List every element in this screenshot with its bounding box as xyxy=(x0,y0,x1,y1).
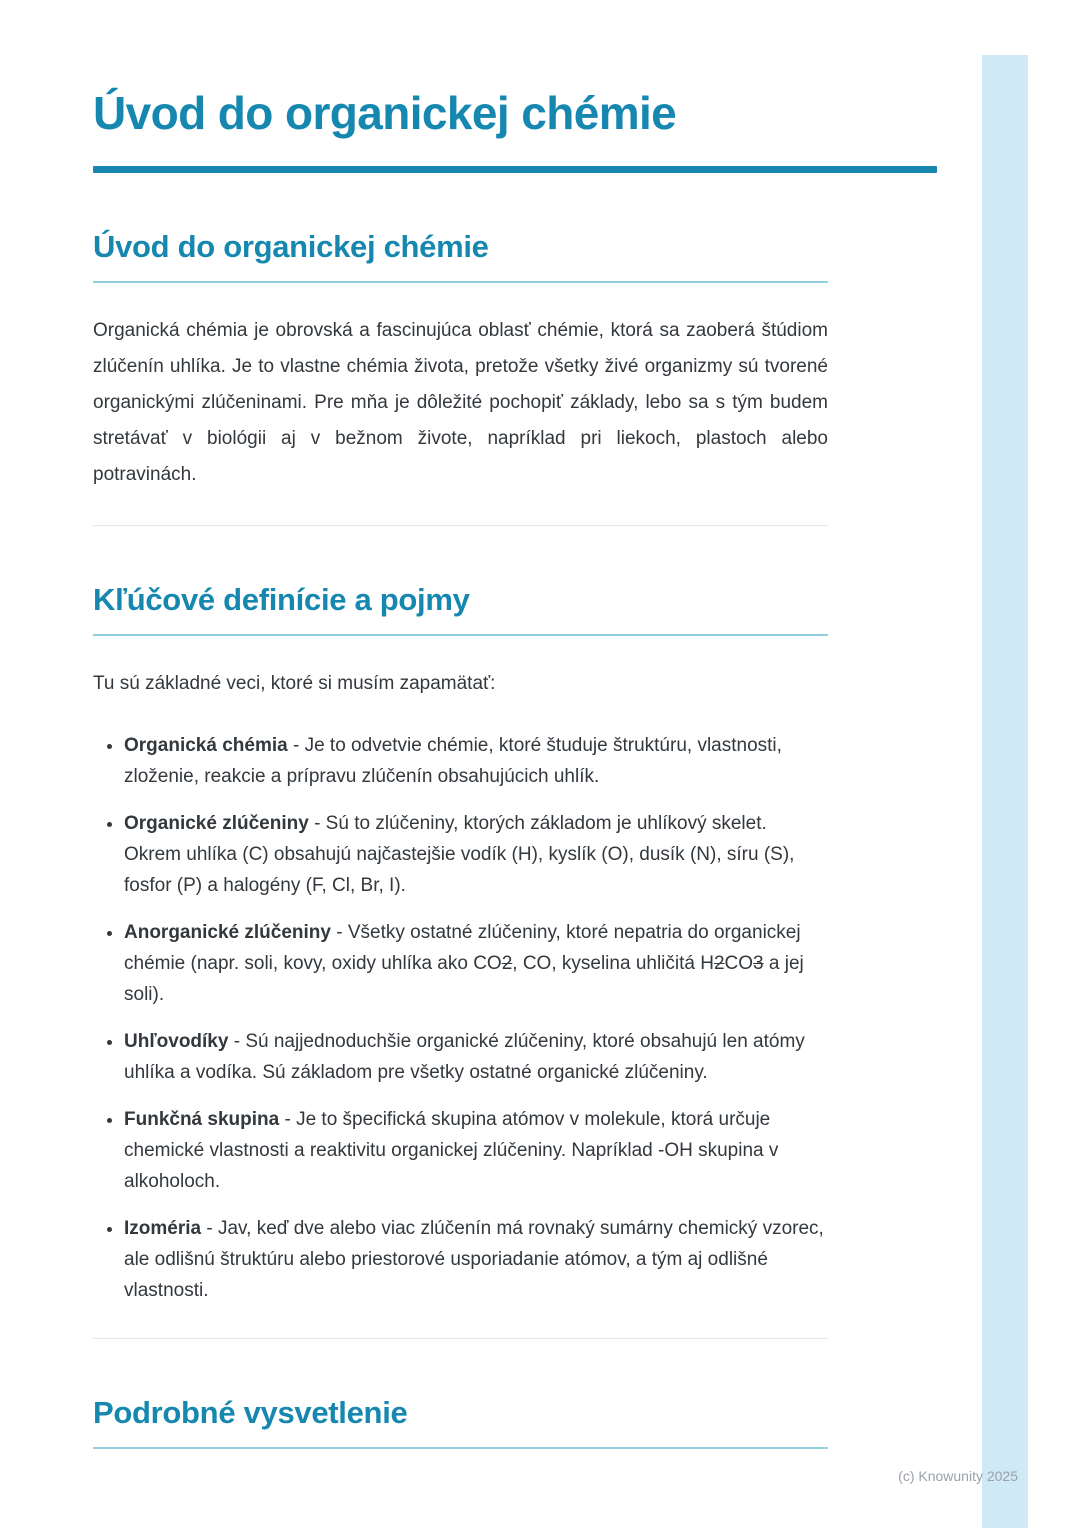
section-divider xyxy=(93,1338,828,1339)
definition-text-strikethrough: 2 xyxy=(713,953,725,974)
definition-item xyxy=(124,917,828,1010)
section-intro xyxy=(93,229,828,493)
definition-text: - Je to špecifická skupina atómov v molekule, ktorá určuje chemické vlastnosti a reaktivitu organickej zlúčeniny. Napríklad -OH skupina v alkoholoch. xyxy=(124,1109,779,1192)
definition-text: - Sú najjednoduchšie organické zlúčeniny, ktoré obsahujú len atómy uhlíka a vodíka. Sú základom pre všetky ostatné organické zlúčeniny. xyxy=(124,1031,805,1083)
definition-item xyxy=(124,808,828,901)
definition-text: CO xyxy=(724,953,754,974)
title-rule xyxy=(93,166,937,173)
section-detail xyxy=(93,1395,828,1449)
definition-text: - Všetky ostatné zlúčeniny, ktoré nepatria do organickej chémie (napr. soli, kovy, oxidy uhlíka ako CO xyxy=(124,922,801,974)
definition-term: Funkčná skupina xyxy=(124,1109,280,1130)
definition-text: - Jav, keď dve alebo viac zlúčenín má rovnaký sumárny chemický vzorec, ale odlišnú štruktúru alebo priestorové usporiadanie atómov, a tým aj odlišné vlastnosti. xyxy=(124,1218,824,1301)
definition-text-strikethrough: 2 xyxy=(501,953,513,974)
intro-section-heading: Úvod do organickej chémie xyxy=(93,229,828,283)
definition-item xyxy=(124,1104,828,1197)
section-divider xyxy=(93,525,828,526)
definition-term: Uhľovodíky xyxy=(124,1031,229,1052)
definition-text: , CO, kyselina uhličitá H xyxy=(512,953,714,974)
section-definitions xyxy=(93,582,828,1306)
detail-section-heading: Podrobné vysvetlenie xyxy=(93,1395,828,1449)
definition-item xyxy=(124,1213,828,1306)
definition-text: - Je to odvetvie chémie, ktoré študuje štruktúru, vlastnosti, zloženie, reakcie a prípravu zlúčenín obsahujúcich uhlík. xyxy=(124,735,782,787)
intro-paragraph: Organická chémia je obrovská a fascinujúca oblasť chémie, ktorá sa zaoberá štúdiom zlúčenín uhlíka. Je to vlastne chémia života, pretože všetky živé organizmy sú tvorené organickými zlúčeninami. Pre mňa je dôležité pochopiť základy, lebo sa s tým budem stretávať v biológii aj v bežnom živote, napríklad pri liekoch, plastoch alebo potravinách. xyxy=(93,320,828,485)
definitions-section-heading: Kľúčové definície a pojmy xyxy=(93,582,828,636)
definitions-intro: Tu sú základné veci, ktoré si musím zapamätať: xyxy=(93,673,496,694)
definitions-list xyxy=(93,730,828,1306)
definition-text-strikethrough: 3 xyxy=(753,953,764,974)
definition-text: - Sú to zlúčeniny, ktorých základom je uhlíkový skelet. Okrem uhlíka (C) obsahujú najčastejšie vodík (H), kyslík (O), dusík (N), síru (S), fosfor (P) a halogény (F, Cl, Br, I). xyxy=(124,813,795,896)
definition-term: Izoméria xyxy=(124,1218,202,1239)
page-edge-stripe xyxy=(982,55,1028,1528)
definition-item xyxy=(124,1026,828,1088)
definition-term: Organická chémia xyxy=(124,735,288,756)
document-content xyxy=(93,0,828,1449)
definition-term: Anorganické zlúčeniny xyxy=(124,922,331,943)
definition-item xyxy=(124,730,828,792)
page-title: Úvod do organickej chémie xyxy=(93,87,677,139)
copyright-footer: (c) Knowunity 2025 xyxy=(898,1468,1018,1484)
definition-term: Organické zlúčeniny xyxy=(124,813,309,834)
definition-text: a jej soli). xyxy=(124,953,804,1005)
